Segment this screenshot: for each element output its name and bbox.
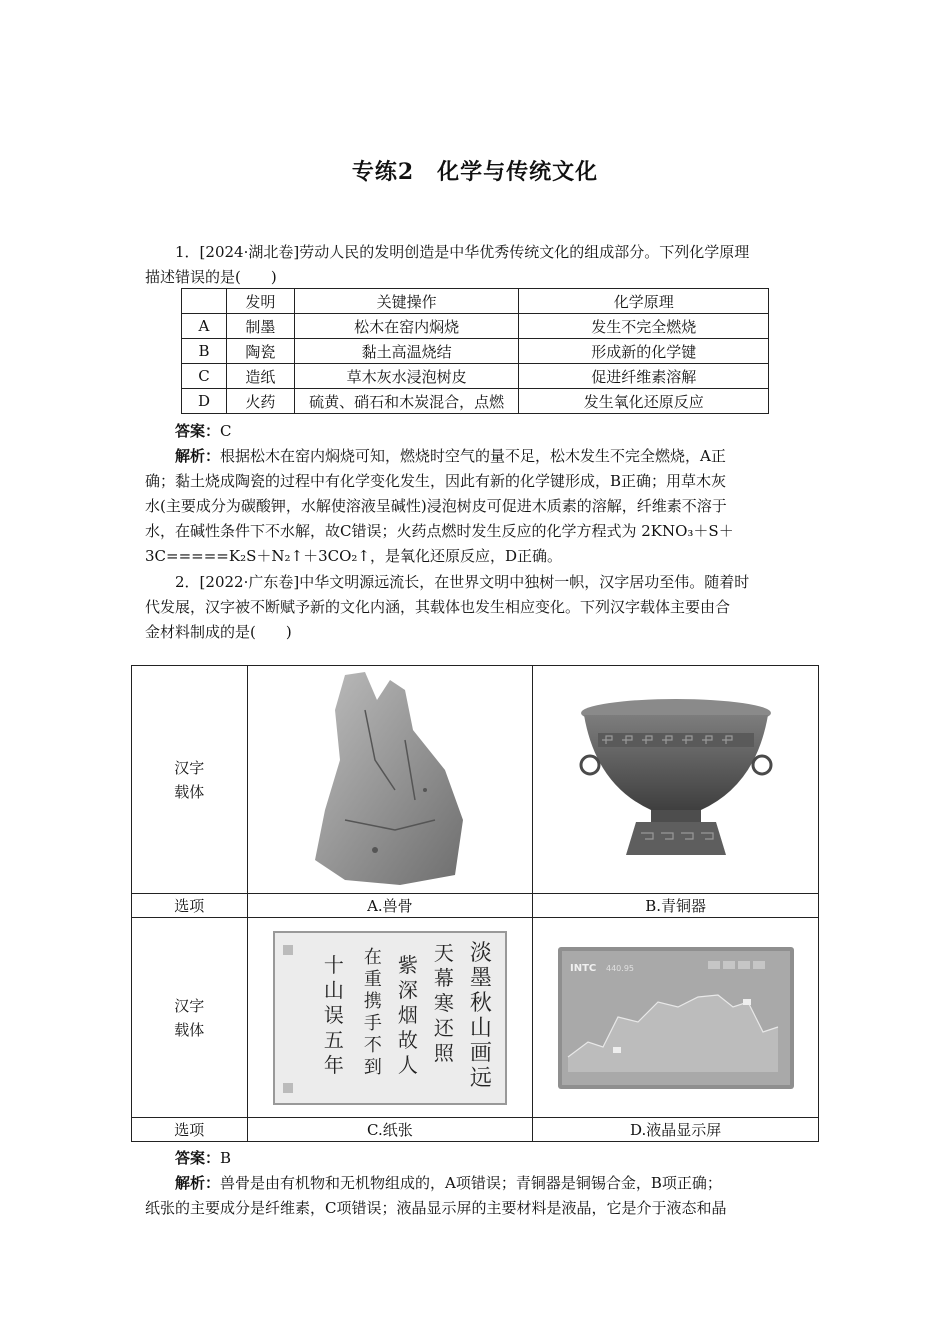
table-cell: 陶瓷	[226, 339, 294, 364]
q2-answer	[145, 1146, 805, 1171]
carrier-label-line: 载体	[174, 1020, 205, 1039]
calligraphy-paper-image	[273, 931, 507, 1105]
analysis-line: 确；黏土烧成陶瓷的过程中有化学变化发生，因此有新的化学键形成，B正确；用草木灰	[145, 472, 727, 490]
answer-label: 答案：	[175, 1149, 221, 1167]
table-cell: 化学原理	[519, 289, 769, 314]
carrier-label-line: 汉字	[174, 758, 205, 777]
analysis-line: 纸张的主要成分是纤维素，C项错误；液晶显示屏的主要材料是液晶，它是介于液态和晶	[145, 1199, 727, 1217]
calligraphy-column: 十山误五年	[323, 952, 344, 1077]
q1-table	[181, 288, 769, 414]
table-cell: 发生氧化还原反应	[519, 389, 769, 414]
q2-stem-line1: 2．[2022·广东卷]中华文明源远流长，在世界文明中独树一帜，汉字居功至伟。随着时	[175, 573, 750, 591]
page-title: 专练2 化学与传统文化	[351, 159, 599, 185]
calligraphy-column: 淡墨秋山画远	[469, 940, 492, 1091]
table-row	[132, 666, 819, 894]
table-cell: 造纸	[226, 364, 294, 389]
answer-value: B	[220, 1149, 232, 1167]
table-row	[132, 894, 819, 918]
q1-stem-cont	[145, 265, 805, 290]
table-cell: 发生不完全燃烧	[519, 314, 769, 339]
seal-stamp	[283, 945, 293, 955]
analysis-line: 3C=====K₂S＋N₂↑＋3CO₂↑，是氧化还原反应，D正确。	[145, 547, 562, 565]
answer-value: C	[220, 422, 232, 440]
table-cell: 关键操作	[294, 289, 519, 314]
calligraphy-column: 紫深烟故人	[397, 952, 418, 1077]
q1-stem-line1: 1．[2024·湖北卷]劳动人民的发明创造是中华优秀传统文化的组成部分。下列化学原理	[175, 243, 750, 261]
q1-stem-line2: 描述错误的是( )	[145, 268, 277, 286]
q2-stem-line2: 代发展，汉字被不断赋予新的文化内涵，其载体也发生相应变化。下列汉字载体主要由合	[145, 598, 731, 616]
analysis-line: 水(主要成分为碳酸钾，水解使溶液呈碱性)浸泡树皮可促进木质素的溶解，纤维素不溶于	[145, 497, 727, 515]
table-row	[132, 918, 819, 1118]
carrier-label-line: 汉字	[174, 996, 205, 1015]
table-cell: 黏土高温烧结	[294, 339, 519, 364]
table-cell: 制墨	[226, 314, 294, 339]
lcd-screen-image	[558, 947, 794, 1089]
analysis-line: 根据松木在窑内焖烧可知，燃烧时空气的量不足，松木发生不完全燃烧，A正	[220, 447, 726, 465]
lcd-screen-image-cell	[533, 918, 819, 1118]
table-cell: 发明	[226, 289, 294, 314]
table-row	[182, 314, 769, 339]
option-b: B.青铜器	[533, 894, 819, 918]
option-a: A.兽骨	[247, 894, 533, 918]
option-label: 选项	[132, 1118, 248, 1142]
table-cell	[182, 289, 227, 314]
table-cell: D	[182, 389, 227, 414]
table-cell: 草木灰水浸泡树皮	[294, 364, 519, 389]
q2-analysis	[145, 1171, 805, 1196]
screen-price: 440.95	[605, 963, 634, 973]
analysis-line: 兽骨是由有机物和无机物组成的，A项错误；青铜器是铜锡合金，B项正确；	[220, 1174, 722, 1192]
table-row	[182, 339, 769, 364]
option-d: D.液晶显示屏	[533, 1118, 819, 1142]
answer-label: 答案：	[175, 422, 221, 440]
carrier-label	[132, 666, 248, 894]
table-cell: B	[182, 339, 227, 364]
q1-analysis	[145, 444, 805, 469]
seal-stamp	[283, 1083, 293, 1093]
carrier-label	[132, 918, 248, 1118]
option-label: 选项	[132, 894, 248, 918]
analysis-label: 解析：	[175, 447, 221, 465]
table-row	[132, 1118, 819, 1142]
calligraphy-column: 在重携手不到	[363, 946, 382, 1078]
table-cell: 火药	[226, 389, 294, 414]
animal-bone-image	[305, 670, 475, 890]
q2-table	[131, 665, 819, 1142]
analysis-line: 水，在碱性条件下不水解，故C错误；火药点燃时发生反应的化学方程式为 2KNO₃＋S＋	[145, 522, 734, 540]
option-c: C.纸张	[247, 1118, 533, 1142]
table-header-row	[182, 289, 769, 314]
animal-bone-image-cell	[247, 666, 533, 894]
table-cell: A	[182, 314, 227, 339]
q1-stem	[145, 240, 805, 265]
table-row	[182, 364, 769, 389]
q2-stem-line3: 金材料制成的是( )	[145, 623, 292, 641]
q2-stem	[145, 570, 805, 595]
table-cell: 松木在窑内焖烧	[294, 314, 519, 339]
table-row	[182, 389, 769, 414]
bronze-vessel-image	[576, 695, 776, 865]
table-cell: 形成新的化学键	[519, 339, 769, 364]
q1-answer	[145, 419, 805, 444]
table-cell: 促进纤维素溶解	[519, 364, 769, 389]
table-cell: C	[182, 364, 227, 389]
carrier-label-line: 载体	[174, 782, 205, 801]
table-cell: 硫黄、硝石和木炭混合，点燃	[294, 389, 519, 414]
calligraphy-column: 天幕寒还照	[433, 940, 454, 1065]
screen-ticker: INTC	[569, 962, 596, 974]
bronze-vessel-image-cell	[533, 666, 819, 894]
analysis-label: 解析：	[175, 1174, 221, 1192]
paper-image-cell	[247, 918, 533, 1118]
